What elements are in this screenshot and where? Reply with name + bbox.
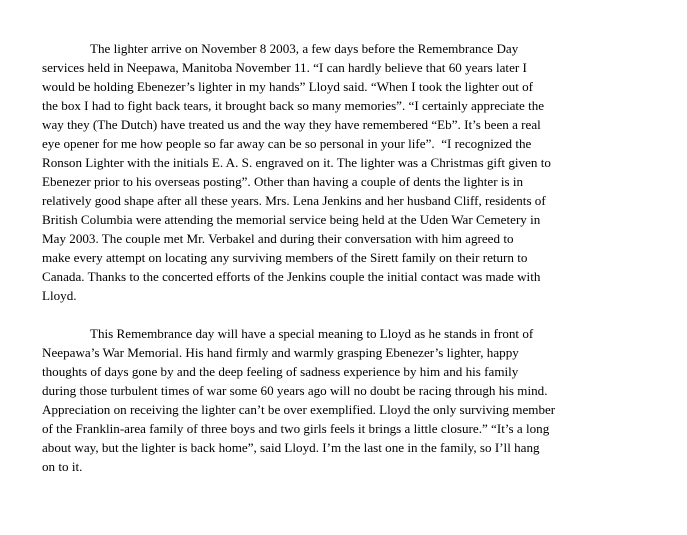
- text-line: relatively good shape after all these years. Mrs. Lena Jenkins and her husband Cliff, residents of: [42, 193, 546, 208]
- document-page: [42, 39, 632, 476]
- text-line: Ebenezer prior to his overseas posting”. Other than having a couple of dents the lighter is in: [42, 174, 524, 189]
- text-line: Canada. Thanks to the concerted efforts of the Jenkins couple the initial contact was made with: [42, 269, 541, 284]
- text-line: British Columbia were attending the memorial service being held at the Uden War Cemetery in: [42, 212, 541, 227]
- text-line: The lighter arrive on November 8 2003, a few days before the Remembrance Day: [90, 41, 519, 56]
- text-line: about way, but the lighter is back home”, said Lloyd. I’m the last one in the family, so I’ll hang: [42, 440, 540, 455]
- text-line: during those turbulent times of war some 60 years ago will no doubt be racing through his mind.: [42, 383, 548, 398]
- paragraph-2: [42, 324, 632, 476]
- text-line: Neepawa’s War Memorial. His hand firmly and warmly grasping Ebenezer’s lighter, happy: [42, 345, 519, 360]
- text-line: Lloyd.: [42, 288, 77, 303]
- text-line: the box I had to fight back tears, it brought back so many memories”. “I certainly appreciate the: [42, 98, 545, 113]
- text-line: would be holding Ebenezer’s lighter in my hands” Lloyd said. “When I took the lighter out of: [42, 79, 534, 94]
- text-line: Ronson Lighter with the initials E. A. S. engraved on it. The lighter was a Christmas gift given to: [42, 155, 551, 170]
- text-line: thoughts of days gone by and the deep feeling of sadness experience by him and his family: [42, 364, 519, 379]
- paragraph-1: [42, 39, 632, 305]
- text-line: services held in Neepawa, Manitoba November 11. “I can hardly believe that 60 years later I: [42, 60, 527, 75]
- text-line: on to it.: [42, 459, 83, 474]
- text-line: of the Franklin-area family of three boys and two girls feels it brings a little closure.” “It’s a long: [42, 421, 550, 436]
- text-line: This Remembrance day will have a special meaning to Lloyd as he stands in front of: [90, 326, 534, 341]
- text-line: way they (The Dutch) have treated us and the way they have remembered “Eb”. It’s been a real: [42, 117, 541, 132]
- text-line: make every attempt on locating any surviving members of the Sirett family on their return to: [42, 250, 528, 265]
- paragraph-spacer: [42, 305, 632, 324]
- text-line: May 2003. The couple met Mr. Verbakel and during their conversation with him agreed to: [42, 231, 514, 246]
- text-line: eye opener for me how people so far away can be so personal in your life”. “I recognized the: [42, 136, 532, 151]
- text-line: Appreciation on receiving the lighter can’t be over exemplified. Lloyd the only surviving member: [42, 402, 556, 417]
